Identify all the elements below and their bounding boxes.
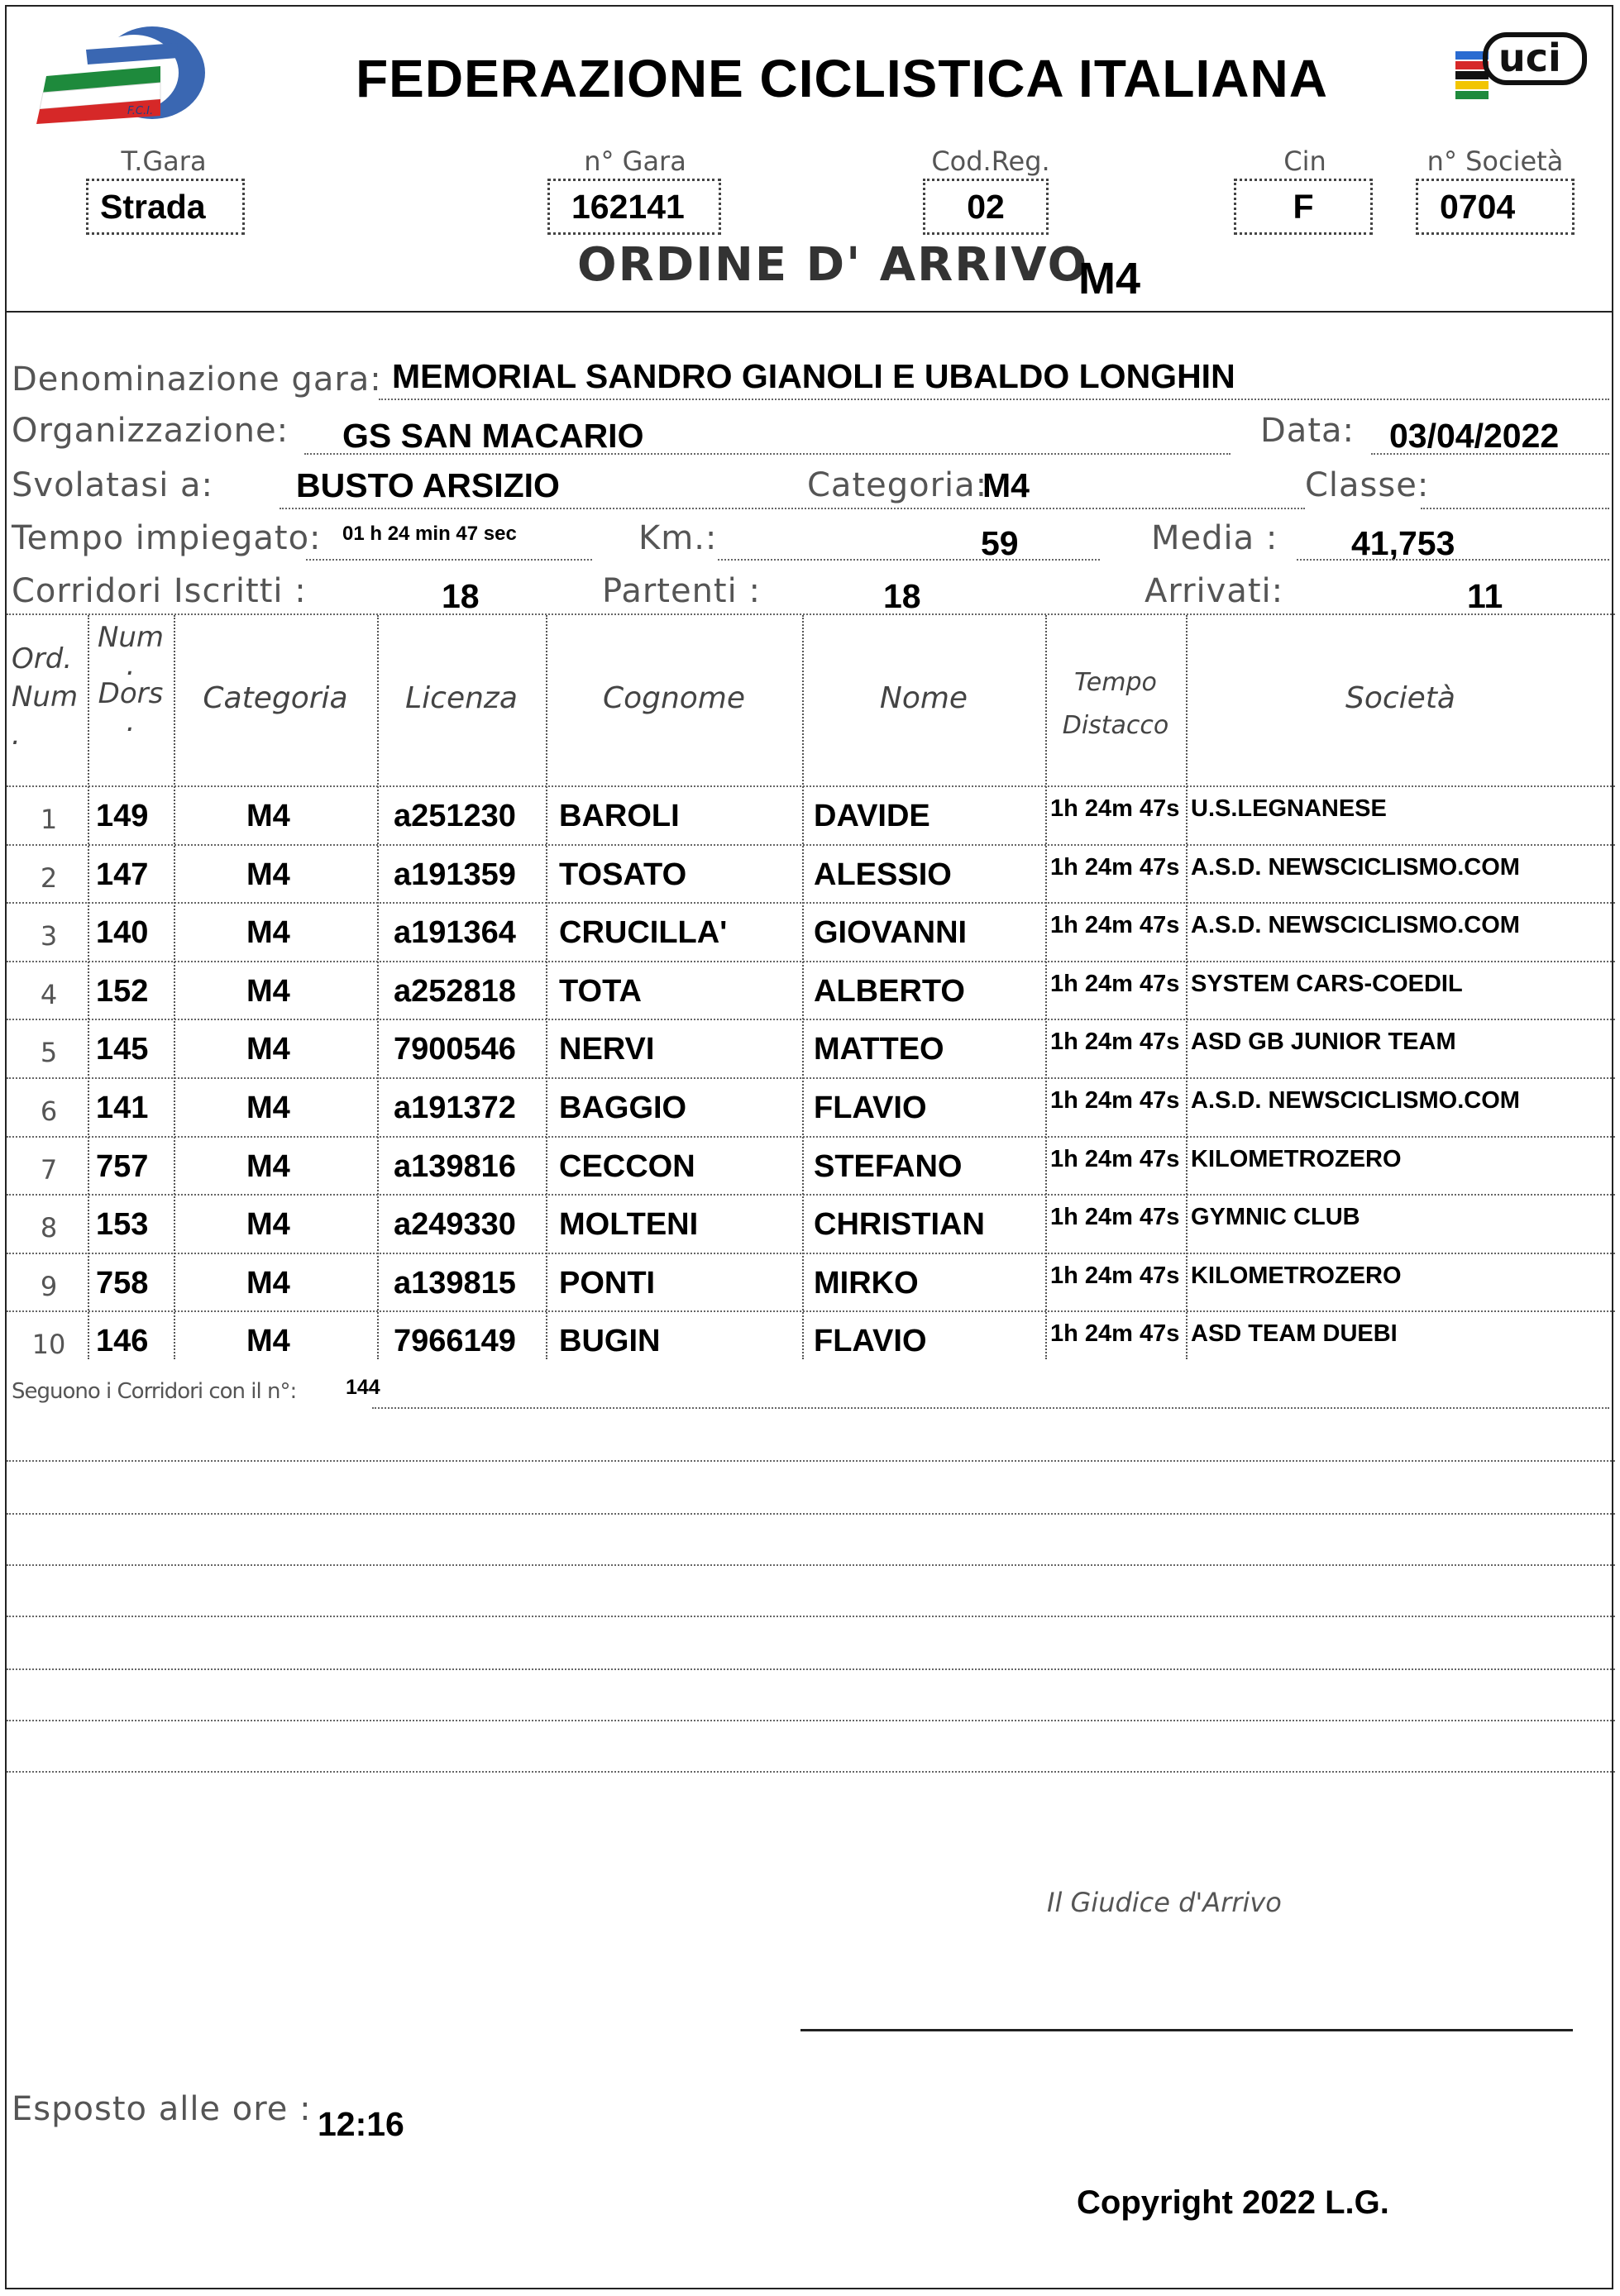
cell-nome: CHRISTIAN [814,1207,985,1243]
cell-ord: 1 [40,804,58,835]
blank-line [7,1771,1615,1773]
col-header-tempo: Tempo Distacco [1062,668,1169,740]
cell-cognome: NERVI [559,1032,655,1067]
organizzazione-value: GS SAN MACARIO [342,417,644,455]
col-header-cognome: Cognome [602,681,746,715]
row-divider [7,1194,1615,1196]
cell-societa: A.S.D. NEWSCICLISMO.COM [1191,1087,1520,1114]
cell-tempo: 1h 24m 47s [1050,1029,1180,1056]
classe-label: Classe: [1305,466,1430,504]
esposto-value: 12:16 [318,2105,404,2143]
cell-ord: 6 [40,1095,58,1127]
row-divider [7,785,1615,787]
col-header-nome: Nome [879,681,968,715]
cell-nome: MATTEO [814,1032,944,1067]
cell-licenza: a191359 [394,857,516,892]
row-divider [7,961,1615,962]
row-divider [7,844,1615,846]
arrivati-value: 11 [1467,577,1503,615]
table-row [7,1136,1615,1195]
page-title: FEDERAZIONE CICLISTICA ITALIANA [356,49,1328,108]
svg-text:F.C.I.: F.C.I. [127,105,154,117]
cod-reg-label: Cod.Reg. [931,146,1050,177]
cell-societa: ASD TEAM DUEBI [1191,1320,1398,1348]
cell-cognome: BUGIN [559,1324,661,1359]
arrivati-label: Arrivati: [1145,572,1284,610]
cell-categoria: M4 [246,1148,290,1184]
n-gara-label: n° Gara [584,146,686,177]
col-header-licenza: Licenza [405,681,518,715]
row-divider [7,902,1615,904]
n-societa-box: 0704 [1416,179,1575,235]
row-divider [7,1253,1615,1254]
cell-licenza: a249330 [394,1207,516,1243]
cell-tempo: 1h 24m 47s [1050,1087,1180,1114]
cell-num: 153 [96,1207,149,1243]
data-value: 03/04/2022 [1389,417,1560,455]
cell-cognome: CRUCILLA' [559,915,728,951]
table-row [7,785,1615,844]
tempo-line [306,559,592,561]
section-category: M4 [1078,254,1141,303]
cell-num: 145 [96,1032,149,1067]
cell-nome: GIOVANNI [814,915,968,951]
cell-cognome: CECCON [559,1148,695,1184]
media-line [1297,559,1609,561]
seguono-value: 144 [346,1376,380,1399]
cell-categoria: M4 [246,973,290,1009]
cin-label: Cin [1283,146,1326,177]
cell-societa: U.S.LEGNANESE [1191,795,1387,822]
km-label: Km.: [638,519,718,557]
cell-licenza: a139815 [394,1265,516,1301]
t-gara-label: T.Gara [121,146,207,177]
uci-logo [1446,25,1594,116]
cell-nome: DAVIDE [814,799,930,833]
cell-societa: SYSTEM CARS-COEDIL [1191,970,1463,997]
cell-ord: 9 [40,1270,58,1302]
cell-cognome: TOTA [559,973,642,1009]
media-value: 41,753 [1351,524,1455,562]
row-divider [7,1019,1615,1020]
cell-tempo: 1h 24m 47s [1050,1320,1180,1348]
cell-num: 146 [96,1324,149,1359]
categoria-value: M4 [982,466,1030,504]
cin-box: F [1234,179,1373,235]
categoria-label: Categoria: [807,466,988,504]
partenti-label: Partenti : [602,572,761,610]
cell-tempo: 1h 24m 47s [1050,912,1180,939]
cell-cognome: MOLTENI [559,1207,699,1243]
cell-cognome: BAROLI [559,799,680,833]
cell-ord: 7 [40,1153,58,1186]
km-value: 59 [981,524,1019,562]
cell-cognome: BAGGIO [559,1091,687,1125]
cell-licenza: a191372 [394,1091,516,1125]
cell-nome: ALBERTO [814,973,965,1009]
n-societa-label: n° Società [1426,146,1564,177]
table-row [7,1253,1615,1311]
table-row [7,1310,1615,1369]
cell-num: 152 [96,973,149,1009]
cell-ord: 4 [40,978,58,1010]
cell-cognome: PONTI [559,1265,656,1301]
cell-tempo: 1h 24m 47s [1050,853,1180,881]
denominazione-line [379,399,1609,400]
cell-tempo: 1h 24m 47s [1050,1262,1180,1289]
seguono-label: Seguono i Corridori con il n°: [12,1379,297,1404]
classe-line [1421,508,1609,509]
cell-categoria: M4 [246,1324,290,1359]
cell-tempo: 1h 24m 47s [1050,795,1180,822]
col-header-num: Num . Dors . [97,621,165,738]
cell-ord: 10 [31,1329,66,1361]
cell-nome: FLAVIO [814,1324,927,1359]
col-header-societa: Società [1345,681,1455,715]
iscritti-value: 18 [442,577,480,615]
cell-num: 140 [96,915,149,951]
cell-num: 147 [96,857,149,892]
cell-categoria: M4 [246,1265,290,1301]
data-label: Data: [1260,412,1355,450]
section-title: ORDINE D' ARRIVO [577,238,1089,292]
cell-nome: FLAVIO [814,1091,927,1125]
giudice-label: Il Giudice d'Arrivo [1047,1887,1282,1918]
fci-logo [36,25,210,124]
iscritti-label: Corridori Iscritti : [12,572,307,610]
partenti-value: 18 [883,577,921,615]
organizzazione-line [304,453,1231,455]
cell-licenza: 7900546 [394,1032,516,1067]
cell-nome: STEFANO [814,1148,963,1184]
cell-societa: KILOMETROZERO [1191,1262,1402,1289]
svolatasi-label: Svolatasi a: [12,466,214,504]
cell-categoria: M4 [246,1207,290,1243]
cell-licenza: a139816 [394,1148,516,1184]
svolatasi-value: BUSTO ARSIZIO [296,466,560,504]
t-gara-box: Strada [86,179,245,235]
row-divider [7,1310,1615,1312]
seguono-line [372,1407,1609,1409]
cell-num: 758 [96,1265,149,1301]
cell-ord: 2 [40,862,58,894]
table-row [7,844,1615,903]
cell-num: 149 [96,799,149,833]
cell-societa: ASD GB JUNIOR TEAM [1191,1029,1456,1056]
signature-line [800,2029,1573,2031]
results-table [7,615,1615,1359]
blank-line [7,1513,1615,1515]
cell-tempo: 1h 24m 47s [1050,1145,1180,1172]
cell-cognome: TOSATO [559,857,687,892]
col-header-categoria: Categoria [203,681,348,715]
cell-categoria: M4 [246,915,290,951]
table-row [7,902,1615,961]
copyright: Copyright 2022 L.G. [1077,2184,1389,2221]
cell-ord: 3 [40,920,58,952]
esposto-label: Esposto alle ore : [12,2090,312,2128]
cod-reg-box: 02 [923,179,1049,235]
n-gara-box: 162141 [547,179,721,235]
cell-licenza: a191364 [394,915,516,951]
results-sheet [5,5,1613,2289]
svolatasi-line [280,508,1305,509]
row-divider [7,1077,1615,1079]
cell-licenza: a251230 [394,799,516,833]
blank-line [7,1616,1615,1617]
cell-ord: 8 [40,1212,58,1244]
cell-num: 757 [96,1148,149,1184]
header-divider [7,311,1612,313]
cell-categoria: M4 [246,857,290,892]
cell-licenza: a252818 [394,973,516,1009]
cell-licenza: 7966149 [394,1324,516,1359]
cell-categoria: M4 [246,1032,290,1067]
km-line [718,559,1100,561]
table-row [7,961,1615,1019]
blank-line [7,1668,1615,1670]
cell-societa: KILOMETROZERO [1191,1145,1402,1172]
table-row [7,1194,1615,1253]
tempo-impiegato-value: 01 h 24 min 47 sec [342,523,517,545]
col-header-ord: Ord. Num . [12,642,79,752]
cell-categoria: M4 [246,799,290,833]
cell-categoria: M4 [246,1091,290,1125]
cell-ord: 5 [40,1037,58,1069]
blank-line [7,1720,1615,1721]
cell-tempo: 1h 24m 47s [1050,970,1180,997]
cell-tempo: 1h 24m 47s [1050,1204,1180,1231]
row-divider [7,1136,1615,1138]
data-line [1371,453,1609,455]
media-label: Media : [1151,519,1278,557]
tempo-impiegato-label: Tempo impiegato: [12,519,322,557]
cell-societa: GYMNIC CLUB [1191,1204,1360,1231]
cell-num: 141 [96,1091,149,1125]
svg-text:uci: uci [1498,36,1561,80]
table-row [7,1077,1615,1136]
table-row [7,1019,1615,1077]
organizzazione-label: Organizzazione: [12,412,289,450]
denominazione-label: Denominazione gara: [12,360,382,399]
blank-line [7,1564,1615,1566]
denominazione-value: MEMORIAL SANDRO GIANOLI E UBALDO LONGHIN [392,357,1235,395]
blank-line [7,1460,1615,1462]
cell-nome: MIRKO [814,1265,919,1301]
cell-societa: A.S.D. NEWSCICLISMO.COM [1191,912,1520,939]
cell-societa: A.S.D. NEWSCICLISMO.COM [1191,853,1520,881]
cell-nome: ALESSIO [814,857,952,892]
